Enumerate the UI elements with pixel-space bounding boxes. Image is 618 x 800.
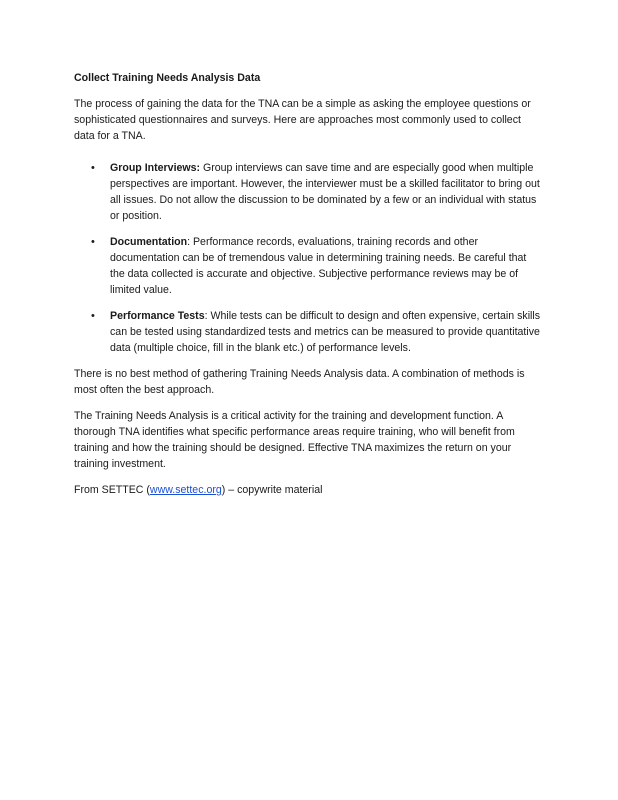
source-suffix: ) – copywrite material <box>221 484 323 496</box>
bullet-text: : While tests can be difficult to design and often expensive, certain skills can be tested using standardized tests and metrics can be measured to provide quantitative data (multiple choice, fill in the blank etc.) of performance levels. <box>110 310 541 354</box>
bullet-text: Group interviews can save time and are especially good when multiple perspectives are important. However, the interviewer must be a skilled facilitator to bring out all issues. Do not allow the discussion to be dominated by a few or an individual with status or position. <box>110 162 540 222</box>
bullet-icon: • <box>91 310 95 322</box>
bullet-term: Documentation <box>110 236 188 248</box>
list-item-performance-tests <box>74 308 544 356</box>
bullet-icon: • <box>91 236 95 248</box>
approaches-list <box>74 160 544 356</box>
source-line <box>74 482 544 498</box>
list-item-documentation <box>74 234 544 298</box>
conclusion-paragraph: The Training Needs Analysis is a critical activity for the training and development function. A thorough TNA identifies what specific performance areas require training, who will benefit from training and how the training should be designed. Effective TNA maximizes the return on your training investment. <box>74 410 515 470</box>
source-prefix: From SETTEC ( <box>74 484 150 496</box>
summary-paragraph: There is no best method of gathering Training Needs Analysis data. A combination of methods is most often the best approach. <box>74 368 525 396</box>
bullet-text: : Performance records, evaluations, training records and other documentation can be of tremendous value in determining training needs. Be careful that the data collected is accurate and objective. Subjective performance reviews may be of limited value. <box>110 236 527 296</box>
list-item-group-interviews <box>74 160 544 224</box>
intro-paragraph: The process of gaining the data for the TNA can be a simple as asking the employee questions or sophisticated questionnaires and surveys. Here are approaches most commonly used to collect data for a TNA. <box>74 98 531 142</box>
document-heading: Collect Training Needs Analysis Data <box>74 72 261 84</box>
bullet-term: Group Interviews: <box>110 162 201 174</box>
bullet-icon: • <box>91 162 95 174</box>
settec-link[interactable]: www.settec.org <box>149 484 222 496</box>
bullet-term: Performance Tests <box>110 310 205 322</box>
